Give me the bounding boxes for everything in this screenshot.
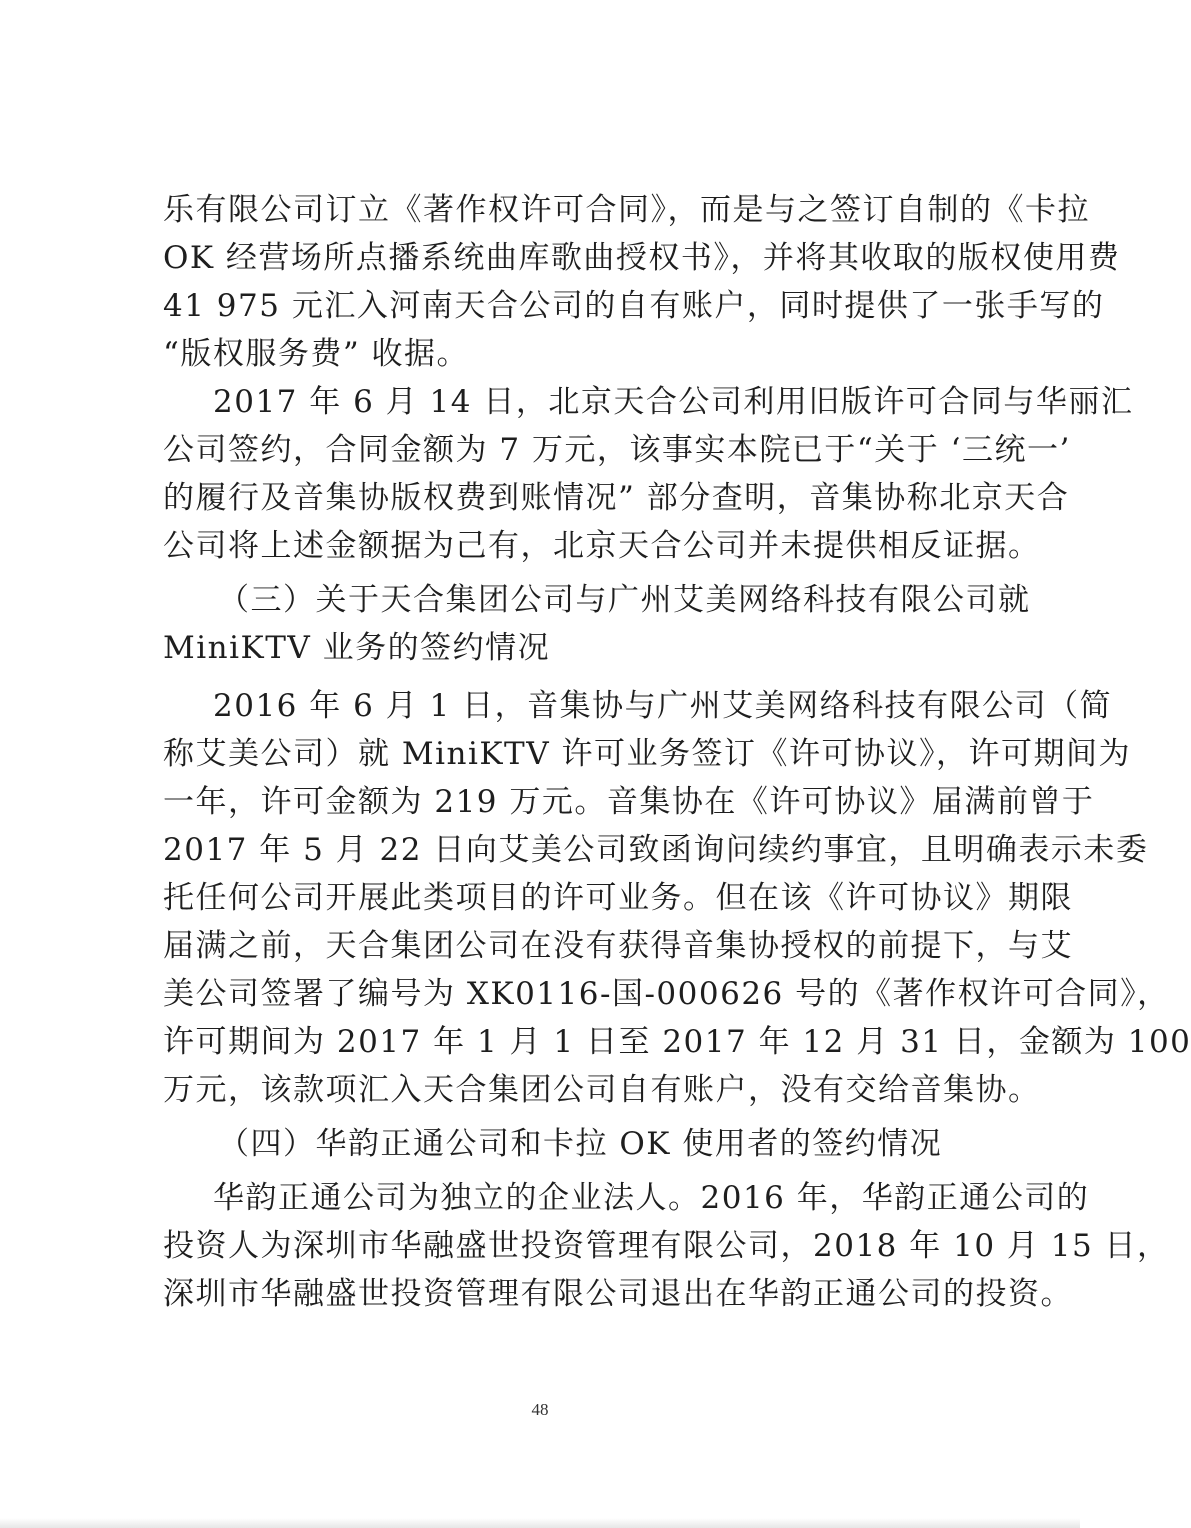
text-line: 华韵正通公司为独立的企业法人。2016 年，华韵正通公司的 [213,1180,1090,1216]
text-line: 公司签约，合同金额为 7 万元，该事实本院已于“关于 ‘三统一’ [163,432,1071,468]
section-heading: （三）关于天合集团公司与广州艾美网络科技有限公司就 [218,582,1031,618]
text-line: 称艾美公司）就 MiniKTV 许可业务签订《许可协议》，许可期间为 [163,736,1131,772]
text-line: 万元，该款项汇入天合集团公司自有账户，没有交给音集协。 [163,1072,1041,1108]
page-number: 48 [531,1400,549,1419]
text-line: 2017 年 5 月 22 日向艾美公司致函询问续约事宜，且明确表示未委 [163,832,1149,868]
text-line: OK 经营场所点播系统曲库歌曲授权书》，并将其收取的版权使用费 [163,240,1121,276]
section-heading: （四）华韵正通公司和卡拉 OK 使用者的签约情况 [218,1126,943,1162]
text-line: 美公司签署了编号为 XK0116-国-000626 号的《著作权许可合同》， [163,976,1170,1012]
text-line: 深圳市华融盛世投资管理有限公司退出在华韵正通公司的投资。 [163,1276,1073,1312]
text-line: 41 975 元汇入河南天合公司的自有账户，同时提供了一张手写的 [163,288,1105,324]
section-heading: MiniKTV 业务的签约情况 [163,630,551,666]
text-line: 2016 年 6 月 1 日，音集协与广州艾美网络科技有限公司（简 [213,688,1113,724]
text-line: 公司将上述金额据为己有，北京天合公司并未提供相反证据。 [163,528,1041,564]
text-line: 2017 年 6 月 14 日，北京天合公司利用旧版许可合同与华丽汇 [213,384,1134,420]
text-line: 许可期间为 2017 年 1 月 1 日至 2017 年 12 月 31 日，金额为 100 [163,1024,1191,1060]
text-line: “版权服务费” 收据。 [163,336,470,372]
text-line: 届满之前，天合集团公司在没有获得音集协授权的前提下，与艾 [163,928,1073,964]
text-line: 托任何公司开展此类项目的许可业务。但在该《许可协议》期限 [163,880,1073,916]
text-line: 一年，许可金额为 219 万元。音集协在《许可协议》届满前曾于 [163,784,1095,820]
text-line: 的履行及音集协版权费到账情况” 部分查明，音集协称北京天合 [163,480,1070,516]
text-line: 乐有限公司订立《著作权许可合同》，而是与之签订自制的《卡拉 [163,192,1090,228]
page-bottom-edge [0,1518,1080,1528]
text-line: 投资人为深圳市华融盛世投资管理有限公司，2018 年 10 月 15 日， [163,1228,1170,1264]
